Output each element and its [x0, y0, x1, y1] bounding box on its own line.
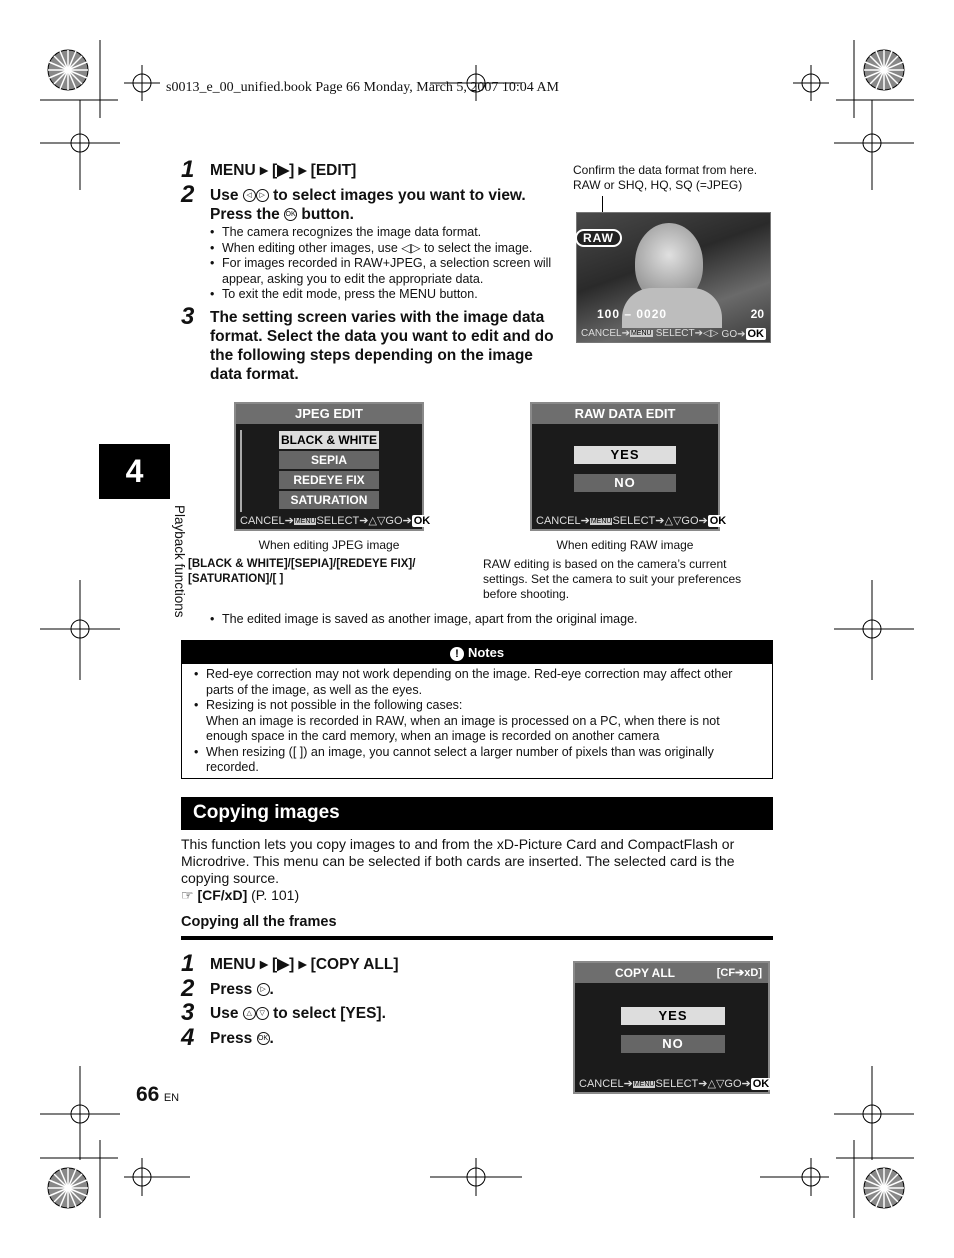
step-number: 2	[181, 975, 195, 1002]
screen-footer: CANCEL➔MENU SELECT➔△▽ GO➔ OK	[536, 515, 727, 527]
yes-option[interactable]: YES	[574, 446, 676, 464]
up-arrow-icon: △	[243, 1007, 256, 1020]
menu-option-black-white[interactable]: BLACK & WHITE	[281, 433, 377, 447]
list-item: • The edited image is saved as another image, apart from the original image.	[210, 612, 750, 628]
step-number: 3	[181, 999, 195, 1026]
scroll-bar	[240, 430, 244, 512]
step2-bullets	[210, 225, 560, 303]
notes-box	[181, 640, 773, 779]
list-item: • To exit the edit mode, press the MENU button.	[210, 287, 560, 303]
section-body: This function lets you copy images to and from the xD-Picture Card and CompactFlash or Microdrive. This menu can be selected if both cards are inserted. The selected card is the copying source. ☞ [CF/xD] (P. 101)	[181, 836, 735, 903]
step-text: MENU ▸ [▶] ▸ [EDIT]	[210, 162, 357, 179]
list-item: • For images recorded in RAW+JPEG, a selection screen will appear, asking you to edit the appropriate data.	[210, 256, 560, 287]
copy-all-screen	[573, 961, 770, 1094]
list-item: • The camera recognizes the image data format.	[210, 225, 560, 241]
page-footer	[136, 1083, 179, 1107]
raw-note: RAW editing is based on the camera’s current settings. Set the camera to suit your preferences before shooting.	[483, 557, 742, 601]
notes-header: ! Notes	[182, 641, 772, 664]
ok-button-icon: OK	[284, 208, 297, 221]
raw-badge: RAW	[575, 229, 622, 247]
raw-caption: When editing RAW image	[556, 538, 694, 552]
section-title: Copying images	[181, 797, 773, 830]
step-number: 1	[181, 156, 195, 183]
step-text: Use △ ▽ to select [YES].	[210, 1005, 386, 1022]
file-number: 100 – 0020	[597, 307, 668, 321]
step-text: Press ▷ .	[210, 981, 274, 998]
chapter-label: Playback functions	[172, 505, 187, 618]
jpeg-caption: When editing JPEG image	[258, 538, 400, 552]
frame-count: 20	[750, 307, 764, 321]
list-item: • Red-eye correction may not work depending on the image. Red-eye correction may affect other parts of the image, as well as the eyes.	[194, 667, 762, 698]
menu-icon: MENU	[294, 517, 316, 525]
no-option[interactable]: NO	[574, 474, 676, 492]
list-item: • Resizing is not possible in the following cases: When an image is recorded in RAW, when an image is processed on a PC, when there is not enough space in the card memory, when an image is recorded on another camera	[194, 698, 762, 745]
left-arrow-icon: ◁	[243, 189, 256, 202]
step-number: 3	[181, 303, 195, 330]
screen-title-bar: COPY ALL [CF➔xD]	[575, 963, 768, 983]
step-text: Use ◁ ▷ to select images you want to view. Press the OK button.	[210, 187, 526, 223]
subheading: Copying all the frames	[181, 914, 773, 940]
step-number: 2	[181, 181, 195, 208]
language-code: EN	[163, 1092, 180, 1104]
reference-icon: ☞	[181, 887, 194, 903]
yes-option[interactable]: YES	[621, 1007, 725, 1025]
right-arrow-icon: ▷	[256, 189, 269, 202]
page-number: 66	[136, 1083, 160, 1106]
jpeg-options-note: [BLACK & WHITE]/[SEPIA]/[REDEYE FIX]/ [SATURATION]/[ ]	[188, 558, 416, 585]
step-text: The setting screen varies with the image data format. Select the data you want to edit and do the following steps depending on the image data format.	[210, 309, 554, 383]
notes-list	[182, 664, 772, 776]
menu-option-redeye-fix[interactable]: REDEYE FIX	[279, 471, 379, 489]
down-arrow-icon: ▽	[256, 1007, 269, 1020]
right-arrow-icon: ▷	[257, 983, 270, 996]
step-text: Press OK.	[210, 1030, 274, 1047]
raw-preview-caption: Confirm the data format from here. RAW or SHQ, HQ, SQ (=JPEG)	[573, 163, 758, 192]
saved-note	[210, 612, 750, 628]
menu-icon: MENU	[590, 517, 612, 525]
step-number: 1	[181, 950, 195, 977]
list-item: • When editing other images, use ◁▷ to select the image.	[210, 241, 560, 257]
file-header: s0013_e_00_unified.book Page 66 Monday, March 5, 2007 10:04 AM	[166, 80, 559, 95]
jpeg-edit-screen	[234, 402, 431, 531]
menu-option-saturation[interactable]: SATURATION	[279, 491, 379, 509]
step-text: MENU ▸ [▶] ▸ [COPY ALL]	[210, 956, 399, 973]
menu-icon: MENU	[630, 329, 652, 337]
screen-title: RAW DATA EDIT	[532, 404, 718, 424]
menu-option-sepia[interactable]: SEPIA	[279, 451, 379, 469]
raw-preview-image	[576, 212, 771, 343]
screen-title: JPEG EDIT	[236, 404, 422, 424]
raw-preview-footer: CANCEL➔MENU SELECT➔◁▷ GO➔ OK	[581, 328, 764, 340]
screen-footer: CANCEL➔MENU SELECT➔△▽ GO➔ OK	[579, 1078, 770, 1090]
no-option[interactable]: NO	[621, 1035, 725, 1053]
list-item: • When resizing ([ ]) an image, you cannot select a larger number of pixels than was originally recorded.	[194, 745, 762, 776]
step-number: 4	[181, 1024, 195, 1051]
ok-button-icon: OK	[257, 1032, 270, 1045]
menu-icon: MENU	[633, 1080, 655, 1088]
screen-footer: CANCEL➔MENU SELECT➔△▽ GO➔ OK	[240, 515, 431, 527]
chapter-tab: 4	[99, 444, 170, 499]
warning-icon: !	[450, 647, 464, 661]
raw-data-edit-screen	[530, 402, 727, 531]
